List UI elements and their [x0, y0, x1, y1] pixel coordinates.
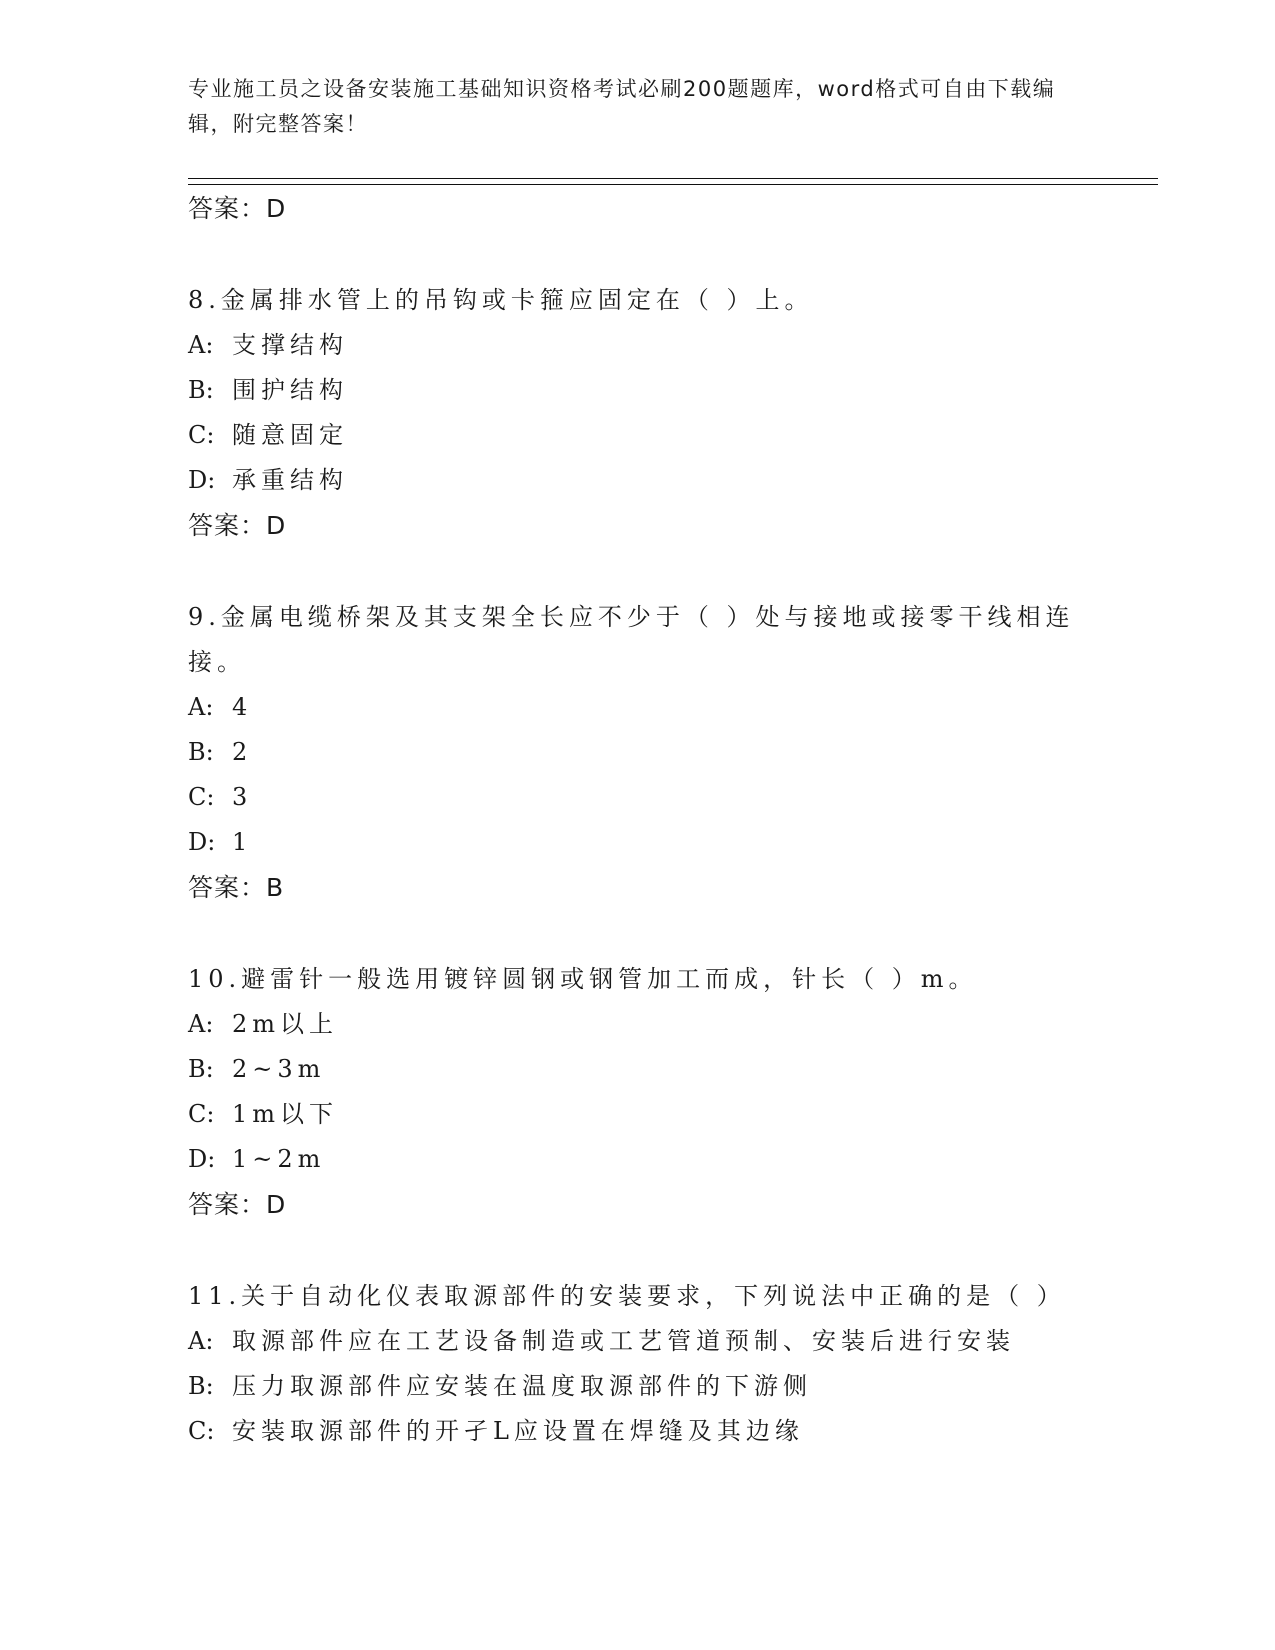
option-row [188, 820, 1088, 865]
option-text: 1 [232, 828, 253, 856]
spacer [188, 548, 1088, 595]
option-row [188, 323, 1088, 368]
option-text: 3 [232, 783, 253, 811]
option-text: 压力取源部件应安装在温度取源部件的下游侧 [232, 1372, 812, 1400]
option-text: 承重结构 [232, 466, 348, 494]
option-letter: C: [188, 1100, 215, 1128]
option-row [188, 413, 1088, 458]
option-row [188, 1364, 1088, 1409]
option-letter: B: [188, 1372, 214, 1400]
page-header [188, 72, 1088, 142]
option-letter: A: [188, 1327, 214, 1355]
option-letter: A: [188, 331, 214, 359]
option-row [188, 458, 1088, 503]
option-text: 2 [232, 738, 253, 766]
question-text: 10.避雷针一般选用镀锌圆钢或钢管加工而成，针长（ ）m。 [188, 965, 978, 993]
option-row [188, 1409, 1088, 1454]
option-letter: C: [188, 783, 215, 811]
option-letter: B: [188, 738, 214, 766]
option-row [188, 1047, 1088, 1092]
answer-line: 答案：D [188, 511, 287, 540]
option-row [188, 685, 1088, 730]
question-text: 9.金属电缆桥架及其支架全长应不少于（ ）处与接地或接零干线相连接。 [188, 603, 1075, 676]
option-text: 4 [232, 693, 253, 721]
option-letter: D: [188, 828, 216, 856]
header-divider [188, 178, 1158, 185]
option-row [188, 1137, 1088, 1182]
option-letter: A: [188, 693, 214, 721]
spacer [188, 910, 1088, 957]
option-letter: C: [188, 421, 215, 449]
answer-line: 答案：D [188, 194, 287, 223]
option-text: 随意固定 [232, 421, 348, 449]
option-text: 围护结构 [232, 376, 348, 404]
option-text: 支撑结构 [232, 331, 348, 359]
option-text: 2~3m [232, 1055, 326, 1083]
answer-line: 答案：B [188, 873, 285, 902]
option-letter: A: [188, 1010, 214, 1038]
option-text: 1m以下 [232, 1100, 339, 1128]
option-row [188, 1319, 1088, 1364]
option-text: 安装取源部件的开孑L应设置在焊缝及其边缘 [232, 1417, 804, 1445]
option-row [188, 1092, 1088, 1137]
option-row [188, 775, 1088, 820]
option-text: 2m以上 [232, 1010, 339, 1038]
document-title: 专业施工员之设备安装施工基础知识资格考试必刷200题题库，word格式可自由下载编辑，附完整答案！ [188, 77, 1056, 136]
spacer [188, 231, 1088, 278]
option-letter: D: [188, 1145, 216, 1173]
option-text: 取源部件应在工艺设备制造或工艺管道预制、安装后进行安装 [232, 1327, 1015, 1355]
option-row [188, 1002, 1088, 1047]
option-letter: B: [188, 376, 214, 404]
question-text: 11.关于自动化仪表取源部件的安装要求，下列说法中正确的是（ ） [188, 1282, 1066, 1310]
document-body [188, 186, 1088, 1454]
option-letter: C: [188, 1417, 215, 1445]
question-text: 8.金属排水管上的吊钩或卡箍应固定在（ ）上。 [188, 286, 814, 314]
option-text: 1~2m [232, 1145, 326, 1173]
answer-line: 答案：D [188, 1190, 287, 1219]
option-letter: B: [188, 1055, 214, 1083]
spacer [188, 1227, 1088, 1274]
option-letter: D: [188, 466, 216, 494]
option-row [188, 730, 1088, 775]
option-row [188, 368, 1088, 413]
